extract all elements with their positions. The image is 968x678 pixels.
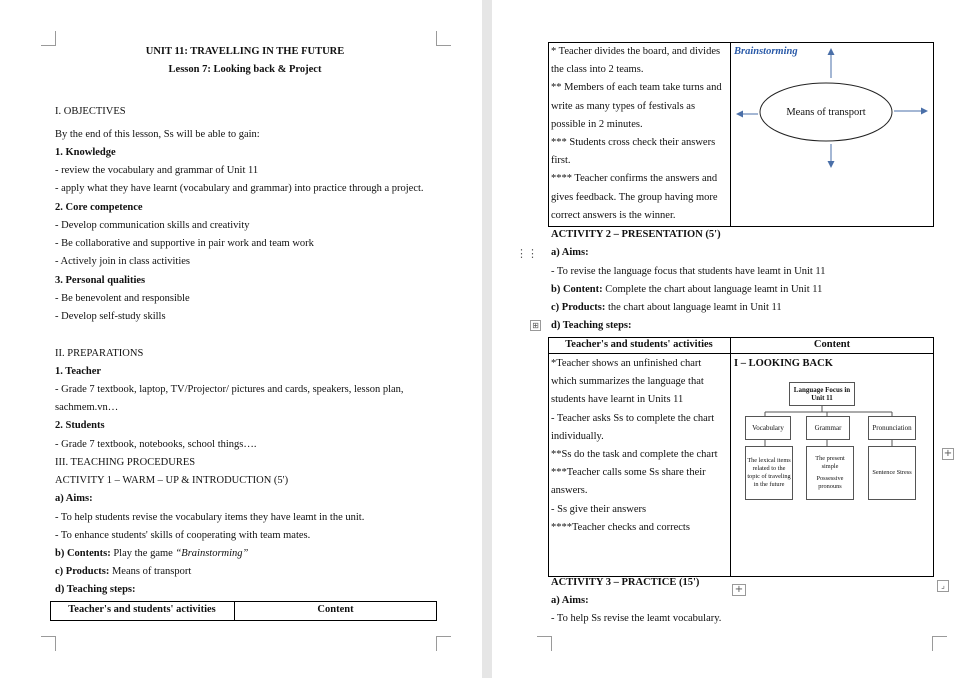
looking-back-heading: I – LOOKING BACK bbox=[734, 358, 833, 369]
table-header-line bbox=[548, 353, 934, 354]
step-line: ** Members of each team take turns and bbox=[551, 82, 722, 94]
step-line: - Teacher asks Ss to complete the chart bbox=[551, 412, 715, 424]
table-move-icon[interactable]: ⊞ bbox=[530, 320, 541, 331]
step-line: *Teacher shows an unfinished chart bbox=[551, 358, 702, 369]
table-col-content: Content bbox=[317, 604, 354, 615]
add-row-icon[interactable]: + bbox=[732, 584, 746, 596]
step-line: students have learnt in Units 11 bbox=[551, 394, 684, 406]
grammar-box bbox=[806, 416, 850, 440]
core-item: - Develop communication skills and creativity bbox=[55, 220, 250, 231]
language-focus-title-box bbox=[789, 382, 855, 406]
ellipse-label: Means of transport bbox=[786, 107, 866, 118]
procedures-heading: III. TEACHING PROCEDURES bbox=[55, 457, 196, 468]
step-line: write as many types of festivals as bbox=[551, 100, 696, 112]
crop-mark bbox=[41, 636, 56, 651]
vocabulary-label: Vocabulary bbox=[752, 424, 784, 432]
core-item: - Be collaborative and supportive in pair work and team work bbox=[55, 238, 314, 249]
knowledge-item: - apply what they have learnt (vocabulary and grammar) into practice through a project. bbox=[55, 183, 424, 194]
aims3-heading: a) Aims: bbox=[551, 595, 589, 606]
products-text: the chart about language leamt in Unit 11 bbox=[607, 302, 782, 313]
knowledge-item: - review the vocabulary and grammar of Unit 11 bbox=[55, 165, 259, 176]
language-focus-title: Language Focus in Unit 11 bbox=[793, 386, 851, 402]
right-page bbox=[492, 0, 968, 678]
step-line: first. bbox=[551, 155, 571, 167]
contents-label: b) Contents: bbox=[55, 548, 111, 559]
step-line: possible in 2 minutes. bbox=[551, 118, 643, 130]
lesson-subtitle: Lesson 7: Looking back & Project bbox=[168, 64, 322, 75]
step-line: * Teacher divides the board, and divides bbox=[551, 46, 721, 57]
products-line bbox=[55, 565, 191, 578]
table-col-activities: Teacher's and students' activities bbox=[68, 604, 216, 615]
table-divider bbox=[730, 337, 731, 577]
step-line: *** Students cross check their answers bbox=[551, 137, 716, 148]
table-divider bbox=[730, 42, 731, 227]
grammar-detail-box bbox=[806, 446, 854, 500]
add-column-icon[interactable]: + bbox=[943, 448, 953, 459]
teacher-item: - Grade 7 textbook, laptop, TV/Projector/ pictures and cards, speakers, lesson plan, bbox=[55, 384, 404, 395]
objectives-heading: I. OBJECTIVES bbox=[55, 106, 126, 117]
left-page bbox=[0, 0, 482, 678]
possessive-label: Possessive pronouns bbox=[816, 475, 844, 490]
personal-item: - Be benevolent and responsible bbox=[55, 293, 190, 304]
pronunciation-label: Pronunciation bbox=[872, 424, 912, 432]
page-gap bbox=[482, 0, 492, 678]
step-line: ****Teacher checks and corrects bbox=[551, 521, 690, 533]
aims-item: - To revise the language focus that students have leamt in Unit 11 bbox=[551, 266, 826, 277]
table-col-content: Content bbox=[813, 339, 851, 350]
step-line: ***Teacher calls some Ss share their bbox=[551, 467, 706, 479]
contents-text: Play the game bbox=[113, 548, 173, 559]
core-heading: 2. Core competence bbox=[55, 202, 143, 213]
products-text: Means of transport bbox=[111, 566, 192, 577]
brainstorm-diagram bbox=[732, 42, 932, 227]
contents-line bbox=[55, 547, 248, 560]
activity1-heading: ACTIVITY 1 – WARM – UP & INTRODUCTION (5') bbox=[55, 475, 289, 486]
step-line: individually. bbox=[551, 430, 604, 442]
steps-heading: d) Teaching steps: bbox=[55, 584, 136, 595]
students-heading: 2. Students bbox=[55, 420, 105, 431]
intro-text: By the end of this lesson, Ss will be able to gain: bbox=[55, 129, 260, 140]
activity3-heading: ACTIVITY 3 – PRACTICE (15') bbox=[551, 577, 700, 588]
step-line: - Ss give their answers bbox=[551, 503, 647, 515]
content-text: Complete the chart about language leamt in Unit 11 bbox=[605, 284, 823, 295]
drag-handle-icon[interactable]: ⋮⋮ bbox=[516, 247, 538, 260]
sentence-stress-label: Sentence Stress bbox=[872, 469, 912, 476]
vocabulary-box bbox=[745, 416, 791, 440]
crop-mark bbox=[932, 636, 947, 651]
personal-heading: 3. Personal qualities bbox=[55, 275, 146, 286]
grammar-label: Grammar bbox=[814, 424, 842, 432]
aims-item: - To help students revise the vocabulary items they have leamt in the unit. bbox=[55, 512, 365, 523]
step-line: which summarizes the language that bbox=[551, 376, 704, 388]
personal-item: - Develop self-study skills bbox=[55, 311, 166, 322]
contents-game: “Brainstorming” bbox=[175, 548, 249, 559]
lexical-label: The lexical items related to the topic of traveling in the future bbox=[747, 457, 791, 488]
products-line bbox=[551, 301, 782, 314]
products-label: c) Products: bbox=[55, 566, 110, 577]
pronunciation-box bbox=[868, 416, 916, 440]
content-label: b) Content: bbox=[551, 284, 603, 295]
page-title: UNIT 11: TRAVELLING IN THE FUTURE bbox=[145, 46, 345, 57]
present-simple-label: The present simple bbox=[815, 455, 845, 470]
preparations-heading: II. PREPARATIONS bbox=[55, 348, 144, 359]
core-item: - Actively join in class activities bbox=[55, 256, 191, 267]
teacher-heading: 1. Teacher bbox=[55, 366, 102, 377]
aims-heading: a) Aims: bbox=[55, 493, 93, 504]
table-col-activities: Teacher's and students' activities bbox=[565, 339, 713, 350]
step-line: the class into 2 teams. bbox=[551, 64, 644, 76]
students-item: - Grade 7 textbook, notebooks, school things…. bbox=[55, 439, 257, 450]
brainstorm-label: Brainstorming bbox=[734, 46, 798, 57]
crop-mark bbox=[436, 636, 451, 651]
step-line: answers. bbox=[551, 485, 588, 497]
step-line: **** Teacher confirms the answers and bbox=[551, 173, 718, 185]
knowledge-heading: 1. Knowledge bbox=[55, 147, 116, 158]
teacher-item: sachmem.vn… bbox=[55, 402, 119, 413]
lexical-box bbox=[745, 446, 793, 500]
aims-heading: a) Aims: bbox=[551, 247, 589, 258]
aims3-item: - To help Ss revise the leamt vocabulary. bbox=[551, 613, 722, 624]
sentence-stress-box bbox=[868, 446, 916, 500]
crop-mark bbox=[537, 636, 552, 651]
crop-mark bbox=[41, 31, 56, 46]
products-label: c) Products: bbox=[551, 302, 606, 313]
activity2-heading: ACTIVITY 2 – PRESENTATION (5') bbox=[551, 229, 721, 240]
step-line: **Ss do the task and complete the chart bbox=[551, 449, 718, 460]
crop-mark bbox=[436, 31, 451, 46]
step-line: gives feedback. The group having more bbox=[551, 191, 718, 203]
aims-item: - To enhance students' skills of cooperating with team mates. bbox=[55, 530, 311, 541]
step-line: correct answers is the winner. bbox=[551, 209, 676, 221]
resize-table-icon[interactable]: ⌟ bbox=[937, 580, 949, 592]
content-line bbox=[551, 283, 822, 296]
steps-heading: d) Teaching steps: bbox=[551, 320, 632, 331]
